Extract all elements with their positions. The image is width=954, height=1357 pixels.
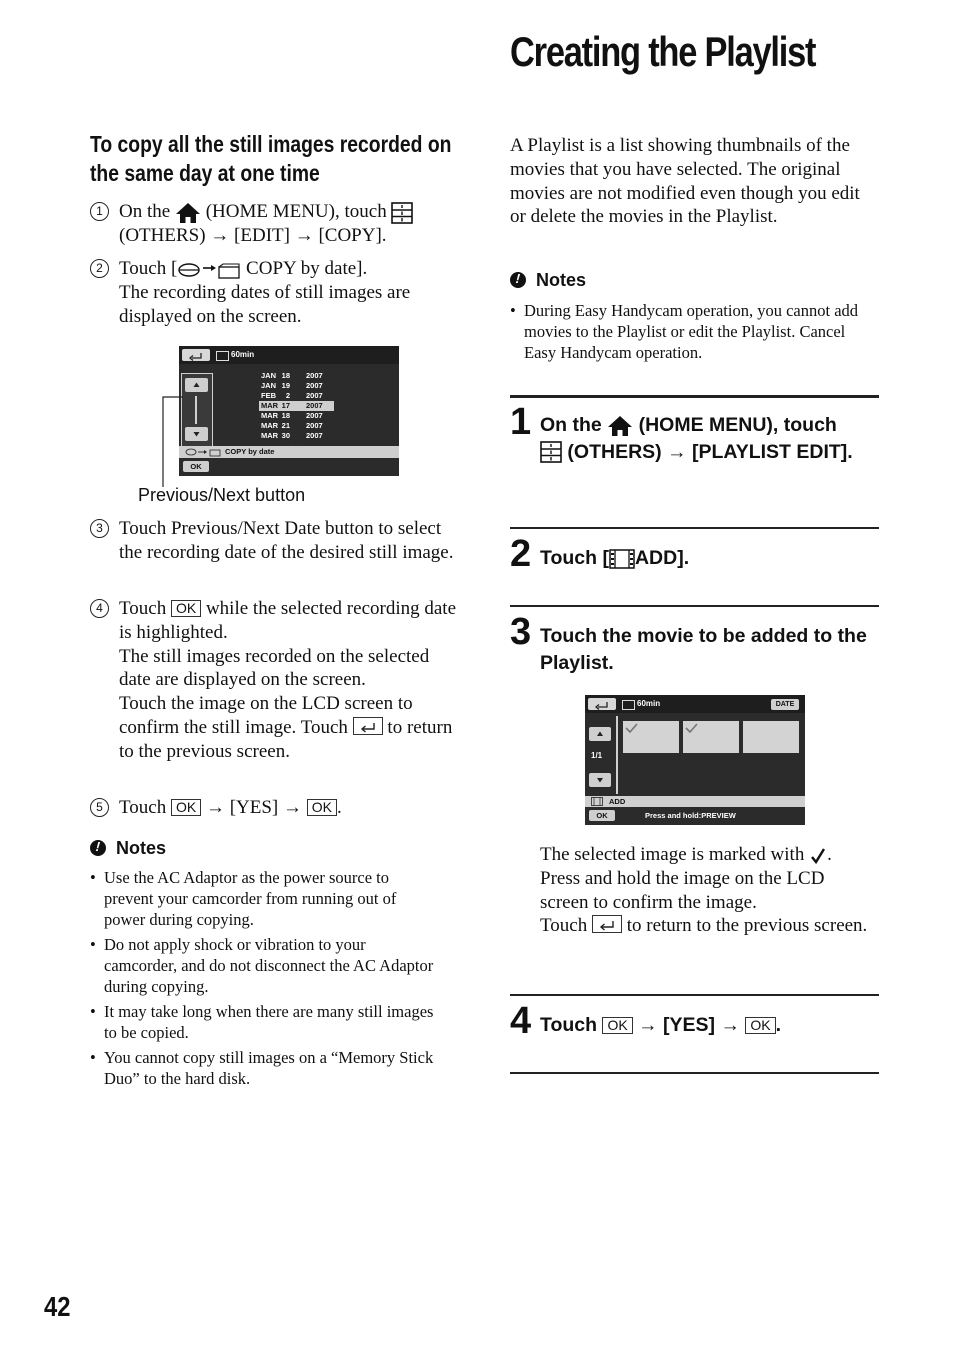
- step-text: (HOME MENU), touch: [638, 414, 837, 436]
- right-step-3: Touch the movie to be added to the Playlist.: [540, 625, 867, 674]
- step-text: The still images recorded on the selected date are displayed on the screen.: [119, 645, 430, 691]
- date-day: 18: [281, 411, 290, 420]
- lcd-footer-bar: [179, 446, 399, 458]
- return-button[interactable]: [182, 349, 210, 361]
- step-text: The recording dates of still images are displayed on the screen.: [119, 281, 411, 327]
- step-text: (OTHERS) → [PLAYLIST EDIT].: [567, 440, 853, 463]
- step-number: 3: [510, 611, 532, 653]
- step-text: Touch: [540, 1014, 598, 1036]
- notes-heading: [90, 838, 166, 859]
- scrollbar[interactable]: [616, 716, 618, 794]
- step-text: to return to the previous screen.: [119, 716, 453, 762]
- capacity-readout: 60min: [231, 350, 255, 359]
- left-step-1: [90, 200, 460, 248]
- ok-button-icon: OK: [745, 1017, 775, 1034]
- date-row[interactable]: [259, 371, 334, 381]
- step-text: .: [337, 797, 342, 818]
- step-text: Touch [: [119, 258, 178, 279]
- ok-button-icon: OK: [171, 600, 201, 617]
- return-icon: [592, 915, 622, 933]
- others-icon: [391, 202, 413, 224]
- step-text: The selected image is marked with: [540, 844, 805, 865]
- step-text: Touch the image on the LCD screen to confirm the still image. Touch: [119, 693, 413, 738]
- date-row-selected[interactable]: [259, 401, 334, 411]
- left-step-3: [90, 517, 460, 565]
- divider: [510, 1072, 879, 1074]
- checkmark-icon: [625, 723, 639, 733]
- date-day: 2: [285, 391, 290, 400]
- callout-line: [155, 395, 185, 490]
- step-number: 1: [90, 202, 109, 221]
- home-icon: [607, 415, 633, 437]
- date-month: MAR: [261, 421, 279, 430]
- step-number: 3: [90, 519, 109, 538]
- checkmark-icon: [809, 847, 827, 865]
- step-text: ADD].: [634, 547, 690, 569]
- step-text: . Press and hold the image on the LCD screen to confirm the image.: [540, 844, 832, 913]
- step-text: to return to the previous screen.: [626, 915, 868, 937]
- right-step-4: [540, 1012, 880, 1039]
- left-step-5: [90, 796, 460, 820]
- step-text: Touch Previous/Next Date button to select the recording date of the desired still image.: [119, 518, 454, 563]
- step-text: COPY by date].: [246, 258, 368, 279]
- date-button[interactable]: DATE: [771, 699, 799, 710]
- right-step-2: [540, 545, 880, 572]
- step-number: 2: [510, 533, 532, 575]
- add-label: ADD: [609, 797, 626, 806]
- others-icon: [540, 441, 562, 463]
- date-row[interactable]: [259, 381, 334, 391]
- right-step-1: [540, 412, 880, 465]
- date-day: 19: [281, 381, 290, 390]
- hdd-capacity-icon: [216, 351, 229, 361]
- date-month: FEB: [261, 391, 276, 400]
- step-text: .: [775, 1014, 782, 1036]
- lcd-copy-by-date-screen: [179, 346, 399, 476]
- date-list: [259, 371, 339, 441]
- date-day: 21: [281, 421, 290, 430]
- step-text: while the selected recording date is highlighted.: [119, 598, 457, 643]
- step-3-body: [540, 843, 870, 938]
- notes-title: Notes: [536, 270, 587, 290]
- step-number: 4: [510, 1000, 532, 1042]
- divider: [510, 994, 879, 996]
- ok-button[interactable]: OK: [183, 461, 209, 472]
- next-page-button[interactable]: [589, 773, 611, 787]
- preview-hint: Press and hold:PREVIEW: [645, 811, 736, 820]
- note-item: • Use the AC Adaptor as the power source to prevent your camcorder from running out of power during copying.: [90, 867, 440, 930]
- thumbnail-selected[interactable]: [683, 721, 739, 753]
- note-item: • Do not apply shock or vibration to your camcorder, and do not disconnect the AC Adaptor during copying.: [90, 934, 440, 997]
- hdd-capacity-icon: [622, 700, 635, 710]
- left-step-4: [90, 597, 465, 764]
- left-step-2: [90, 257, 460, 328]
- page-number: 42: [44, 1291, 71, 1322]
- step-text: (OTHERS) → [EDIT] → [COPY].: [119, 224, 387, 246]
- copy-by-date-label: COPY by date: [225, 447, 275, 456]
- date-year: 2007: [306, 391, 323, 400]
- up-triangle-icon: [589, 727, 611, 741]
- prev-button[interactable]: [185, 378, 208, 392]
- notes-icon: [510, 272, 526, 288]
- date-year: 2007: [306, 401, 323, 410]
- ok-button[interactable]: OK: [589, 810, 615, 821]
- step-text: Touch: [119, 598, 167, 619]
- note-item: • It may take long when there are many still images to be copied.: [90, 1001, 440, 1043]
- ok-button-icon: OK: [171, 799, 201, 816]
- notes-title: Notes: [116, 838, 167, 858]
- ok-button-icon: OK: [602, 1017, 632, 1034]
- notes-heading: [510, 270, 586, 291]
- date-row[interactable]: [259, 421, 334, 431]
- date-month: JAN: [261, 381, 277, 390]
- page-title: Creating the Playlist: [510, 28, 816, 75]
- date-month: MAR: [261, 401, 279, 410]
- right-notes-list: [510, 300, 875, 367]
- notes-icon: [90, 840, 106, 856]
- scrollbar[interactable]: [195, 396, 197, 424]
- step-text: On the: [119, 201, 171, 222]
- date-row[interactable]: [259, 431, 334, 441]
- note-item: • During Easy Handycam operation, you cannot add movies to the Playlist or edit the Playlist. Cancel Easy Handycam operation.: [510, 300, 875, 363]
- date-year: 2007: [306, 381, 323, 390]
- checkmark-icon: [685, 723, 699, 733]
- date-month: MAR: [261, 411, 279, 420]
- up-triangle-icon: [185, 378, 208, 392]
- hdd-to-memorystick-icon: [177, 260, 241, 280]
- step-number: 4: [90, 599, 109, 618]
- step-text: (HOME MENU), touch: [205, 201, 387, 222]
- next-button[interactable]: [185, 427, 208, 441]
- return-icon: [353, 717, 383, 735]
- step-number: 5: [90, 798, 109, 817]
- step-text: On the: [540, 414, 602, 436]
- divider: [510, 395, 879, 398]
- return-button[interactable]: [588, 698, 616, 710]
- home-icon: [175, 202, 201, 224]
- callout-label: Previous/Next button: [138, 485, 306, 505]
- step-text: → [YES] →: [638, 1014, 740, 1036]
- thumbnail[interactable]: [743, 721, 799, 753]
- film-icon: [609, 549, 635, 569]
- ok-button-icon: OK: [307, 799, 337, 816]
- step-number: 2: [90, 259, 109, 278]
- date-year: 2007: [306, 371, 323, 380]
- page-indicator: 1/1: [591, 751, 603, 760]
- lcd-playlist-add-screen: [585, 695, 805, 825]
- film-icon: [591, 797, 603, 806]
- step-text: → [YES] →: [205, 797, 303, 818]
- note-item: • You cannot copy still images on a “Memory Stick Duo” to the hard disk.: [90, 1047, 440, 1089]
- step-text: Touch: [119, 797, 167, 818]
- date-month: JAN: [261, 371, 277, 380]
- down-triangle-icon: [589, 773, 611, 787]
- divider: [510, 605, 879, 607]
- date-year: 2007: [306, 431, 323, 440]
- date-row[interactable]: [259, 411, 334, 421]
- divider: [510, 527, 879, 529]
- prev-next-button-group: [181, 373, 213, 447]
- date-day: 17: [281, 401, 290, 410]
- date-year: 2007: [306, 411, 323, 420]
- down-triangle-icon: [185, 427, 208, 441]
- prev-page-button[interactable]: [589, 727, 611, 741]
- date-day: 18: [281, 371, 290, 380]
- date-day: 30: [281, 431, 290, 440]
- return-icon: [588, 699, 616, 711]
- section-heading: To copy all the still images recorded on the same day at one time: [90, 131, 452, 186]
- step-number: 1: [510, 401, 532, 443]
- hdd-to-memorystick-icon: [185, 447, 225, 457]
- step-text: Touch: [540, 915, 588, 937]
- return-icon: [182, 350, 210, 362]
- intro-paragraph: A Playlist is a list showing thumbnails of the movies that you have selected. The original movies are not modified even though you edit or delete the movies in the Playlist.: [510, 135, 860, 228]
- date-month: MAR: [261, 431, 279, 440]
- lcd-footer-bar: [585, 796, 805, 807]
- date-year: 2007: [306, 421, 323, 430]
- left-notes-list: [90, 867, 440, 1093]
- step-text: Touch [: [540, 547, 609, 569]
- capacity-readout: 60min: [637, 699, 661, 708]
- thumbnail-selected[interactable]: [623, 721, 679, 753]
- lcd-top-bar: [179, 346, 399, 364]
- date-row[interactable]: [259, 391, 334, 401]
